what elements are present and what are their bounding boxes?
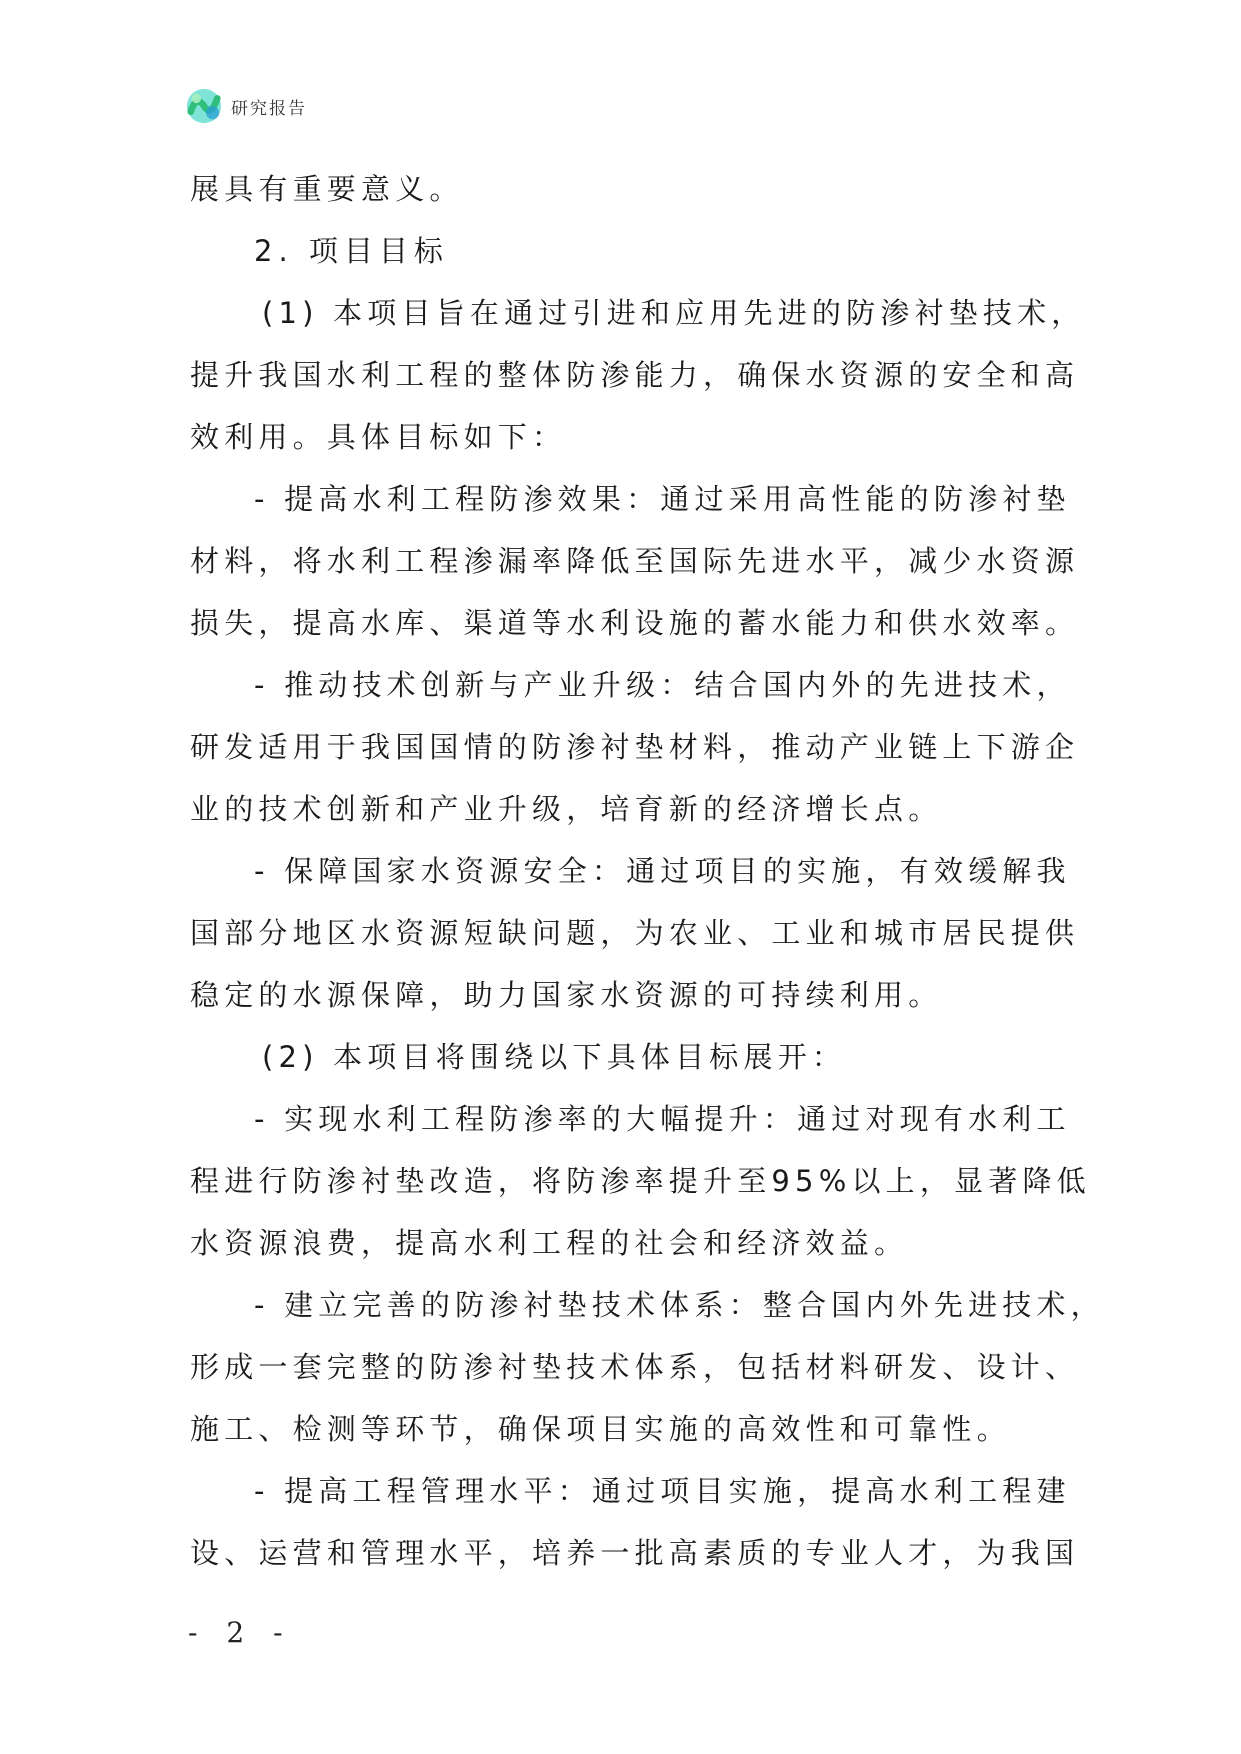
page-number: - 2 - xyxy=(188,1616,293,1649)
text-line: 程进行防渗衬垫改造，将防渗率提升至95%以上，显著降低 xyxy=(190,1164,1091,1198)
page-header xyxy=(185,86,307,126)
text-line: - 提高工程管理水平：通过项目实施，提高水利工程建 xyxy=(254,1474,1071,1508)
text-line: 材料，将水利工程渗漏率降低至国际先进水平，减少水资源 xyxy=(190,544,1080,578)
text-line: 稳定的水源保障，助力国家水资源的可持续利用。 xyxy=(190,978,943,1012)
text-line: - 提高水利工程防渗效果：通过采用高性能的防渗衬垫 xyxy=(254,482,1071,516)
text-line: - 实现水利工程防渗率的大幅提升：通过对现有水利工 xyxy=(254,1102,1071,1136)
text-line: 研发适用于我国国情的防渗衬垫材料，推动产业链上下游企 xyxy=(190,730,1080,764)
text-line: 水资源浪费，提高水利工程的社会和经济效益。 xyxy=(190,1226,909,1260)
text-line: (1) 本项目旨在通过引进和应用先进的防渗衬垫技术， xyxy=(262,296,1086,330)
text-line: 提升我国水利工程的整体防渗能力，确保水资源的安全和高 xyxy=(190,358,1080,392)
text-line: 国部分地区水资源短缺问题，为农业、工业和城市居民提供 xyxy=(190,916,1080,950)
text-line: 效利用。具体目标如下： xyxy=(190,420,567,454)
text-line: 损失，提高水库、渠道等水利设施的蓄水能力和供水效率。 xyxy=(190,606,1080,640)
text-line: 设、运营和管理水平，培养一批高素质的专业人才，为我国 xyxy=(190,1536,1080,1570)
text-line: (2) 本项目将围绕以下具体目标展开： xyxy=(262,1040,847,1074)
section-heading: 2. 项目目标 xyxy=(254,234,449,268)
text-line: - 推动技术创新与产业升级：结合国内外的先进技术， xyxy=(254,668,1071,702)
text-line: - 保障国家水资源安全：通过项目的实施，有效缓解我 xyxy=(254,854,1071,888)
text-line: 展具有重要意义。 xyxy=(190,172,464,206)
text-line: 业的技术创新和产业升级，培育新的经济增长点。 xyxy=(190,792,943,826)
logo-icon xyxy=(185,87,223,125)
text-line: 形成一套完整的防渗衬垫技术体系，包括材料研发、设计、 xyxy=(190,1350,1080,1384)
text-line: 施工、检测等环节，确保项目实施的高效性和可靠性。 xyxy=(190,1412,1011,1446)
report-header-title: 研究报告 xyxy=(231,98,307,119)
text-line: - 建立完善的防渗衬垫技术体系：整合国内外先进技术， xyxy=(254,1288,1105,1322)
document-body xyxy=(190,158,1105,1584)
